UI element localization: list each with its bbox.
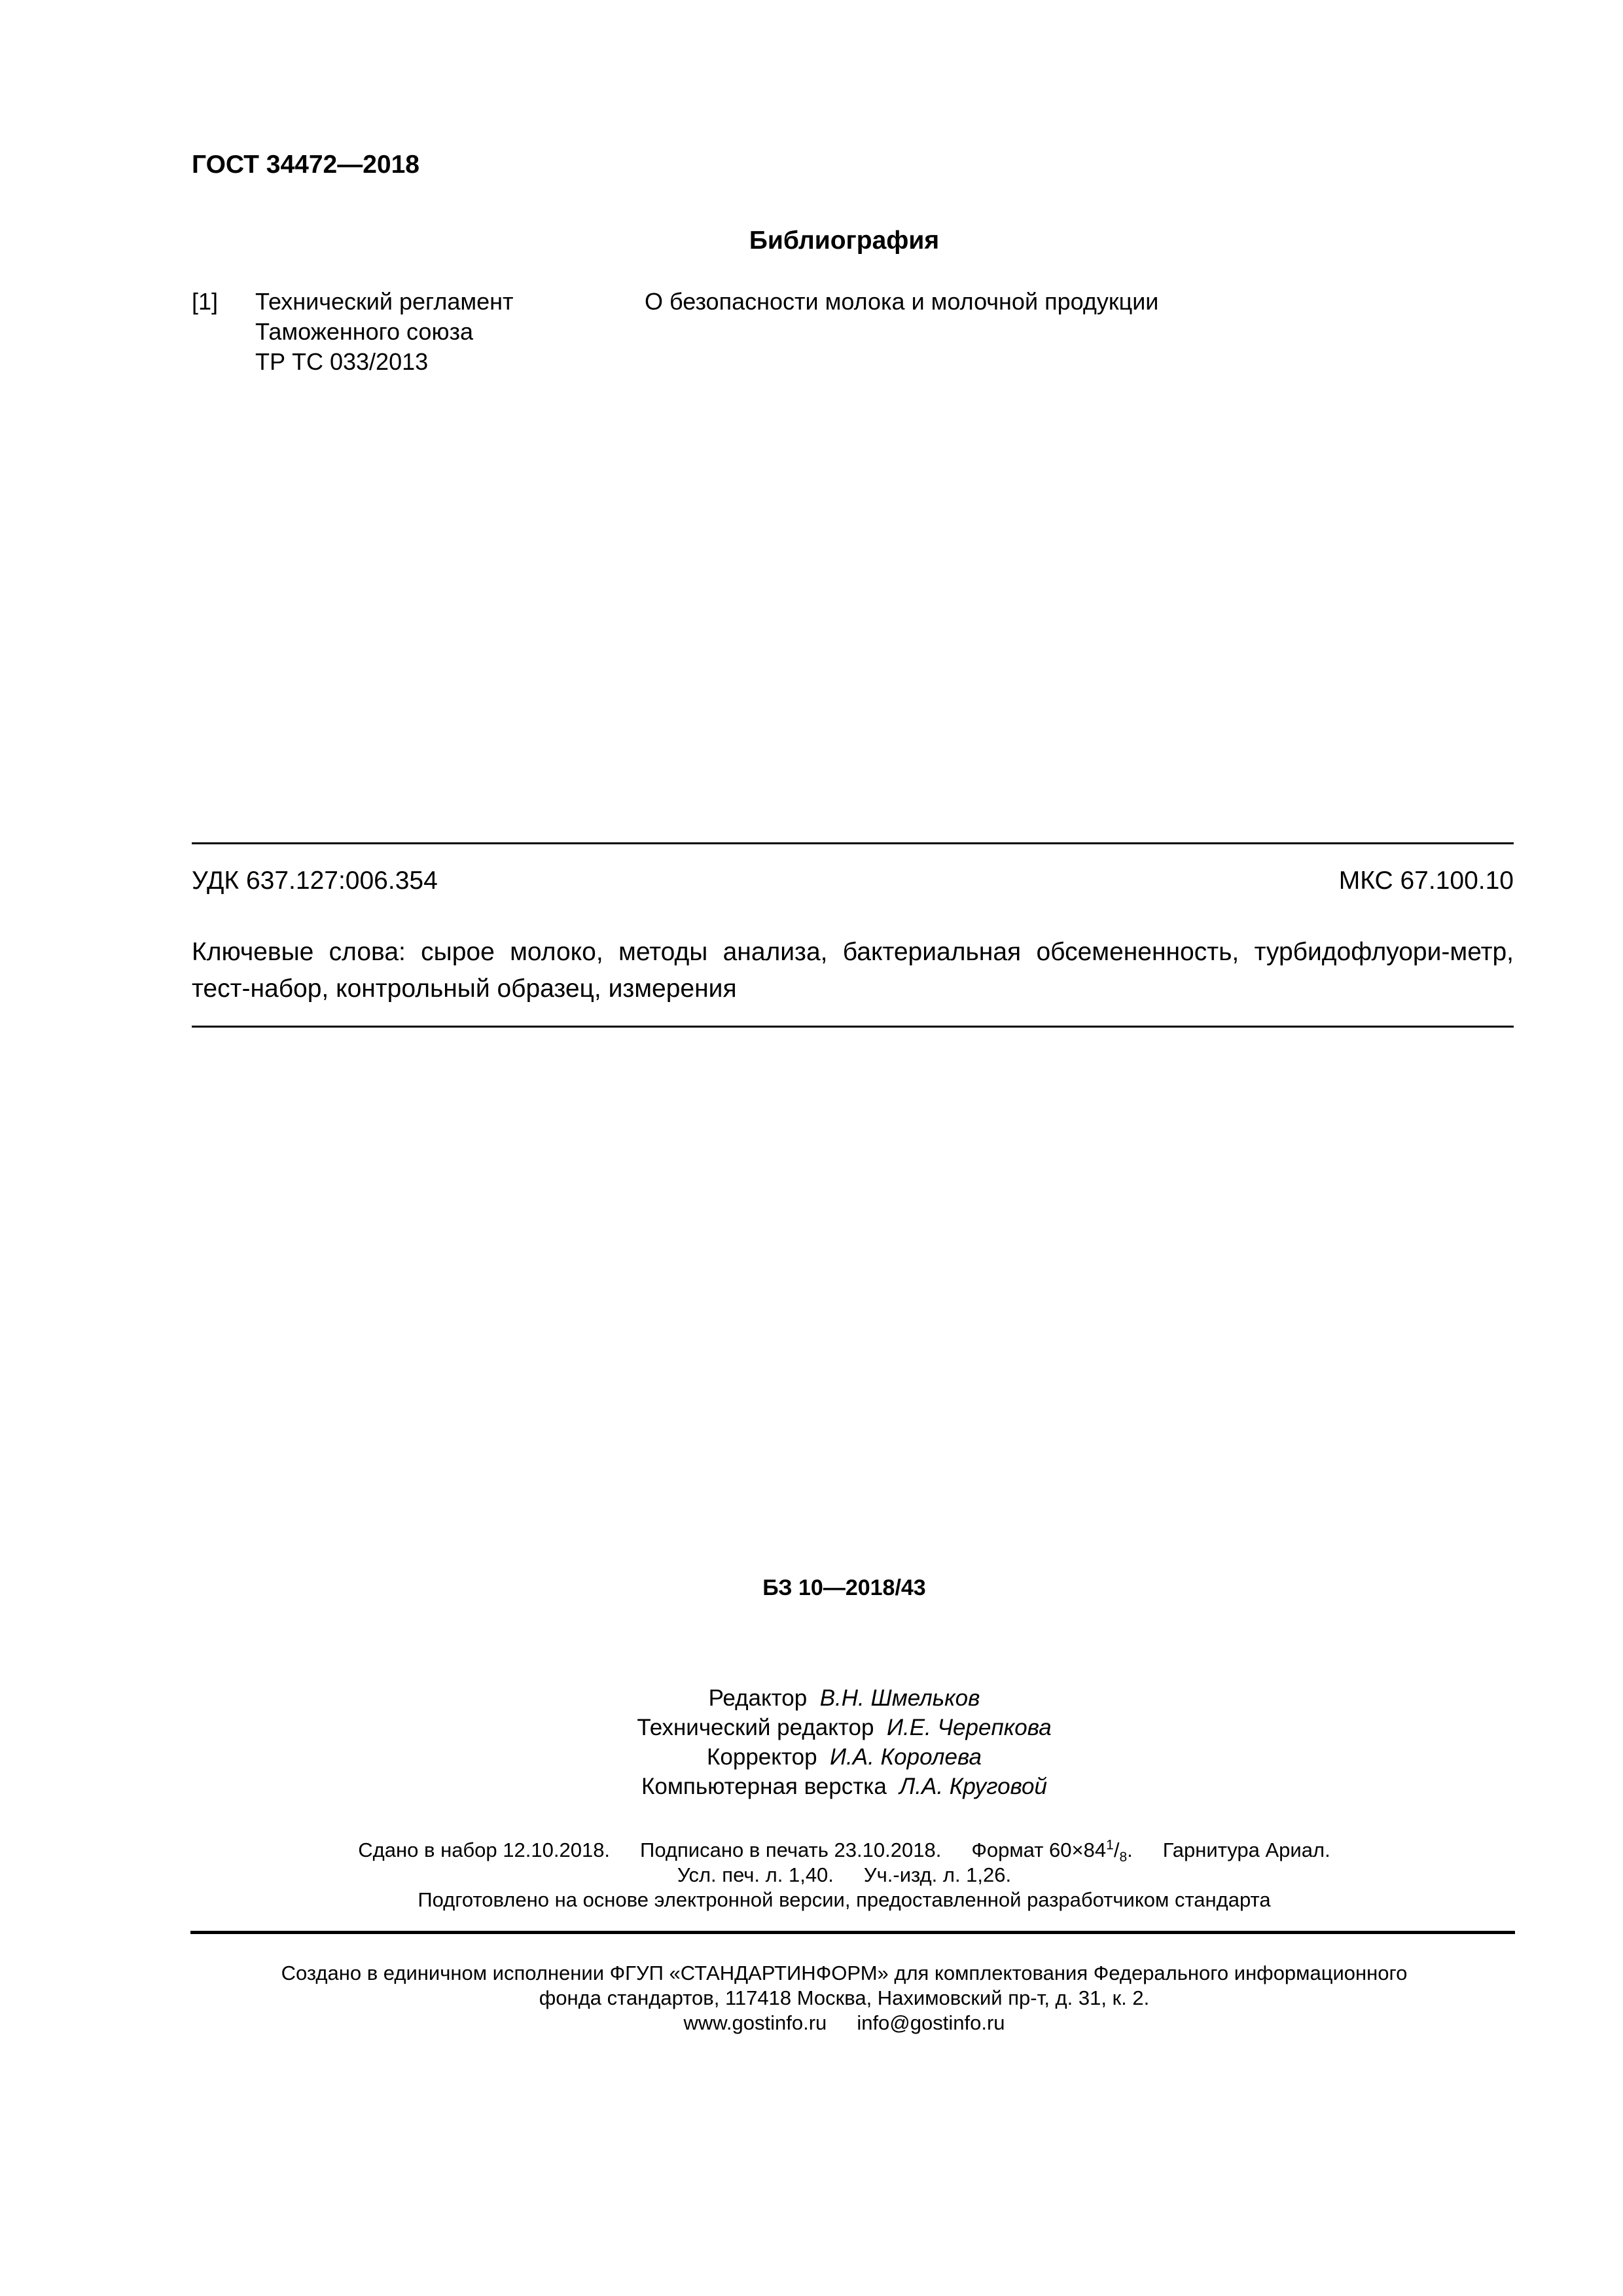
prepared-note: Подготовлено на основе электронной версии, предоставленной разработчиком стандарта bbox=[418, 1888, 1271, 1911]
publisher-contacts bbox=[0, 2011, 1623, 2036]
bz-number: БЗ 10—2018/43 bbox=[762, 1575, 926, 1600]
reference-source bbox=[255, 287, 514, 377]
typeface: Гарнитура Ариал. bbox=[1162, 1839, 1330, 1861]
print-sheets: Усл. печ. л. 1,40. bbox=[677, 1863, 834, 1886]
udk-code: УДК 637.127:006.354 bbox=[192, 867, 438, 895]
submitted-date: Сдано в набор 12.10.2018. bbox=[358, 1839, 611, 1861]
reference-source-line: Технический регламент bbox=[255, 288, 514, 315]
publisher-block bbox=[0, 1961, 1623, 2036]
credit-corrector: Корректор И.А. Королева bbox=[707, 1744, 982, 1770]
document-code: ГОСТ 34472—2018 bbox=[192, 151, 419, 179]
reference-number: [1] bbox=[192, 288, 219, 315]
publisher-divider bbox=[190, 1931, 1515, 1934]
credits-block bbox=[0, 1683, 1623, 1801]
email-link[interactable]: info@gostinfo.ru bbox=[857, 2011, 1005, 2034]
reference-source-line: ТР ТС 033/2013 bbox=[255, 348, 429, 375]
publisher-line-2: фонда стандартов, 117418 Москва, Нахимовский пр-т, д. 31, к. 2. bbox=[539, 1986, 1150, 2009]
paper-format: Формат $60\times 84^1/_8$. bbox=[971, 1837, 1133, 1865]
print-info-line-1 bbox=[0, 1838, 1623, 1863]
credit-layout: Компьютерная верстка Л.А. Круговой bbox=[641, 1774, 1047, 1799]
bottom-divider bbox=[192, 1026, 1514, 1028]
reference-title: О безопасности молока и молочной продукции bbox=[645, 288, 1159, 315]
bibliography-heading: Библиография bbox=[749, 226, 940, 255]
credit-tech-editor: Технический редактор И.Е. Черепкова bbox=[637, 1715, 1052, 1740]
print-info-line-2 bbox=[0, 1863, 1623, 1888]
publisher-line-1: Создано в единичном исполнении ФГУП «СТАНДАРТИНФОРМ» для комплектования Федерального информационного bbox=[281, 1962, 1408, 1984]
publish-sheets: Уч.-изд. л. 1,26. bbox=[863, 1863, 1012, 1886]
signed-date: Подписано в печать 23.10.2018. bbox=[640, 1839, 942, 1861]
print-info bbox=[0, 1838, 1623, 1912]
reference-source-line: Таможенного союза bbox=[255, 318, 473, 345]
keywords-text: Ключевые слова: сырое молоко, методы анализа, бактериальная обсемененность, турбидофлуори-метр, тест-набор, контрольный образец, измерения bbox=[192, 938, 1514, 1003]
top-divider bbox=[192, 842, 1514, 844]
website-link[interactable]: www.gostinfo.ru bbox=[683, 2011, 827, 2034]
credit-editor: Редактор В.Н. Шмельков bbox=[708, 1685, 980, 1711]
mks-code: МКС 67.100.10 bbox=[1338, 867, 1514, 895]
